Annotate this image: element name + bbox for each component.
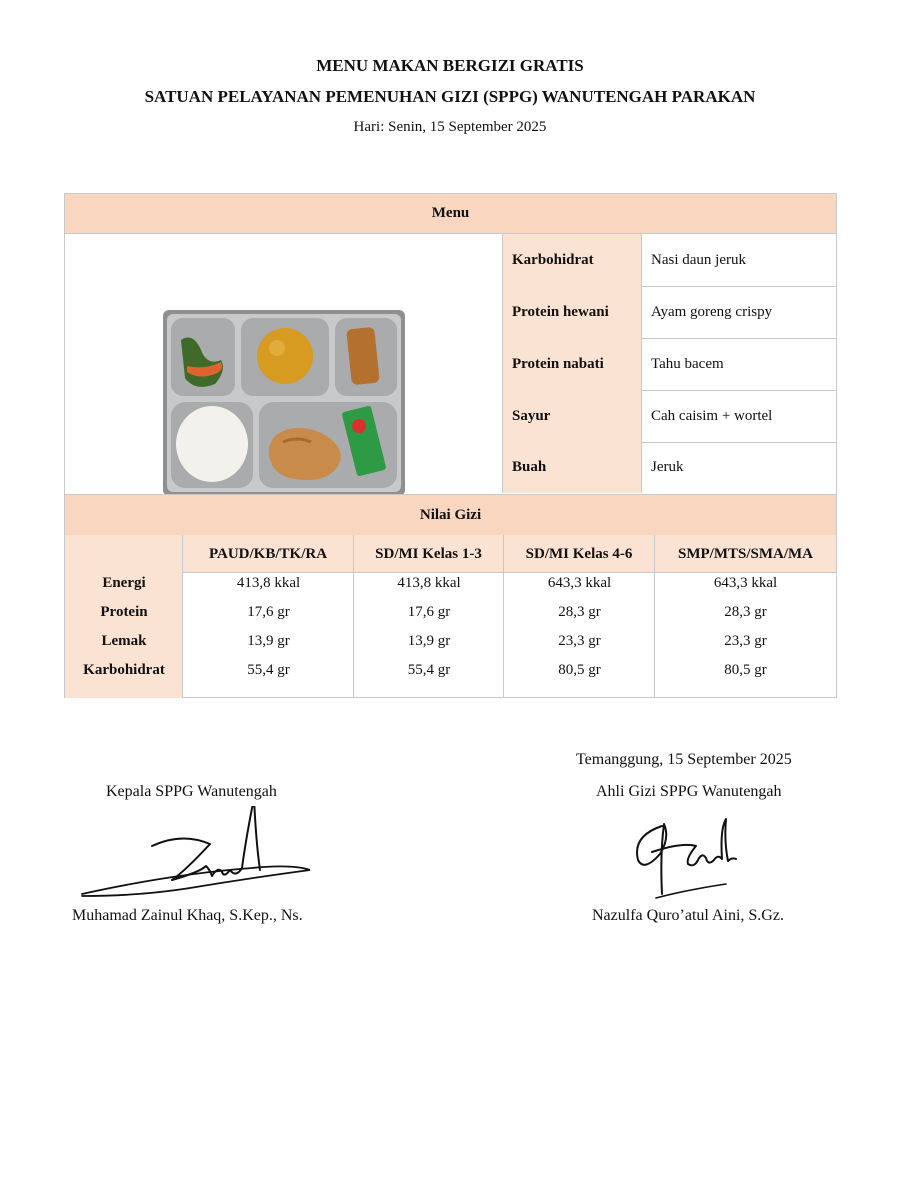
left-signatory-name: Muhamad Zainul Khaq, S.Kep., Ns. (72, 907, 303, 924)
menu-value: Nasi daun jeruk (651, 252, 746, 268)
document-title: MENU MAKAN BERGIZI GRATIS (316, 56, 584, 75)
menu-row-karbohidrat (503, 234, 836, 287)
nutrition-value: 413,8 kkal (236, 575, 301, 591)
menu-value: Jeruk (651, 459, 684, 475)
menu-section-header: Menu (65, 194, 836, 234)
nutrient-label-column (65, 535, 183, 698)
nutrition-column (504, 573, 655, 698)
menu-value: Ayam goreng crispy (651, 304, 773, 320)
document-subtitle: SATUAN PELAYANAN PEMENUHAN GIZI (SPPG) WANUTENGAH PARAKAN (144, 87, 756, 106)
nutrition-value: 643,3 kkal (713, 575, 778, 591)
nutrient-label-protein: Protein (100, 604, 148, 620)
menu-label: Sayur (503, 390, 642, 442)
menu-row-protein-hewani (503, 286, 836, 339)
menu-label: Buah (503, 442, 642, 493)
nutrition-value: 13,9 gr (247, 633, 290, 649)
menu-table (64, 193, 837, 698)
right-signatory-name: Nazulfa Quro’atul Aini, S.Gz. (592, 907, 784, 924)
column-header-smp-sma: SMP/MTS/SMA/MA (655, 535, 836, 573)
nutrition-value: 55,4 gr (407, 662, 451, 678)
nutrient-label-energi: Energi (102, 575, 146, 591)
nutrition-value: 13,9 gr (407, 633, 451, 649)
nutrition-value: 80,5 gr (724, 662, 767, 678)
meal-tray-photo (163, 310, 405, 496)
right-signatory-title: Ahli Gizi SPPG Wanutengah (596, 783, 782, 800)
left-signature-image (78, 806, 318, 902)
nutrition-value: 55,4 gr (247, 662, 290, 678)
menu-label: Karbohidrat (503, 234, 642, 286)
column-header-sd-1-3: SD/MI Kelas 1-3 (354, 535, 504, 573)
menu-row-protein-nabati (503, 338, 836, 391)
nutrition-value: 28,3 gr (558, 604, 601, 620)
nutrition-value: 80,5 gr (558, 662, 601, 678)
nutrition-section-header: Nilai Gizi (65, 494, 836, 536)
nutrition-value: 17,6 gr (407, 604, 451, 620)
meal-photo-cell (65, 234, 503, 493)
nutrition-value: 413,8 kkal (397, 575, 461, 591)
menu-label: Protein nabati (503, 338, 642, 390)
place-and-date: Temanggung, 15 September 2025 (576, 751, 792, 768)
nutrition-value: 23,3 gr (558, 633, 601, 649)
right-signature-image (632, 812, 742, 904)
nutrition-column (183, 573, 354, 698)
menu-label: Protein hewani (503, 286, 642, 338)
column-header-sd-4-6: SD/MI Kelas 4-6 (504, 535, 655, 573)
document-date: Hari: Senin, 15 September 2025 (353, 119, 547, 135)
column-header-paud: PAUD/KB/TK/RA (183, 535, 354, 573)
left-signatory-title: Kepala SPPG Wanutengah (106, 783, 277, 800)
nutrition-value: 643,3 kkal (547, 575, 612, 591)
menu-value: Cah caisim + wortel (651, 408, 773, 424)
menu-value: Tahu bacem (651, 356, 724, 372)
menu-row-sayur (503, 390, 836, 443)
nutrition-value: 28,3 gr (724, 604, 767, 620)
nutrition-value: 17,6 gr (247, 604, 290, 620)
nutrition-value: 23,3 gr (724, 633, 767, 649)
nutrition-column (655, 573, 836, 698)
nutrient-label-lemak: Lemak (101, 633, 147, 649)
nutrition-column (354, 573, 504, 698)
menu-row-buah (503, 442, 836, 493)
nutrient-label-karbohidrat: Karbohidrat (83, 662, 165, 678)
